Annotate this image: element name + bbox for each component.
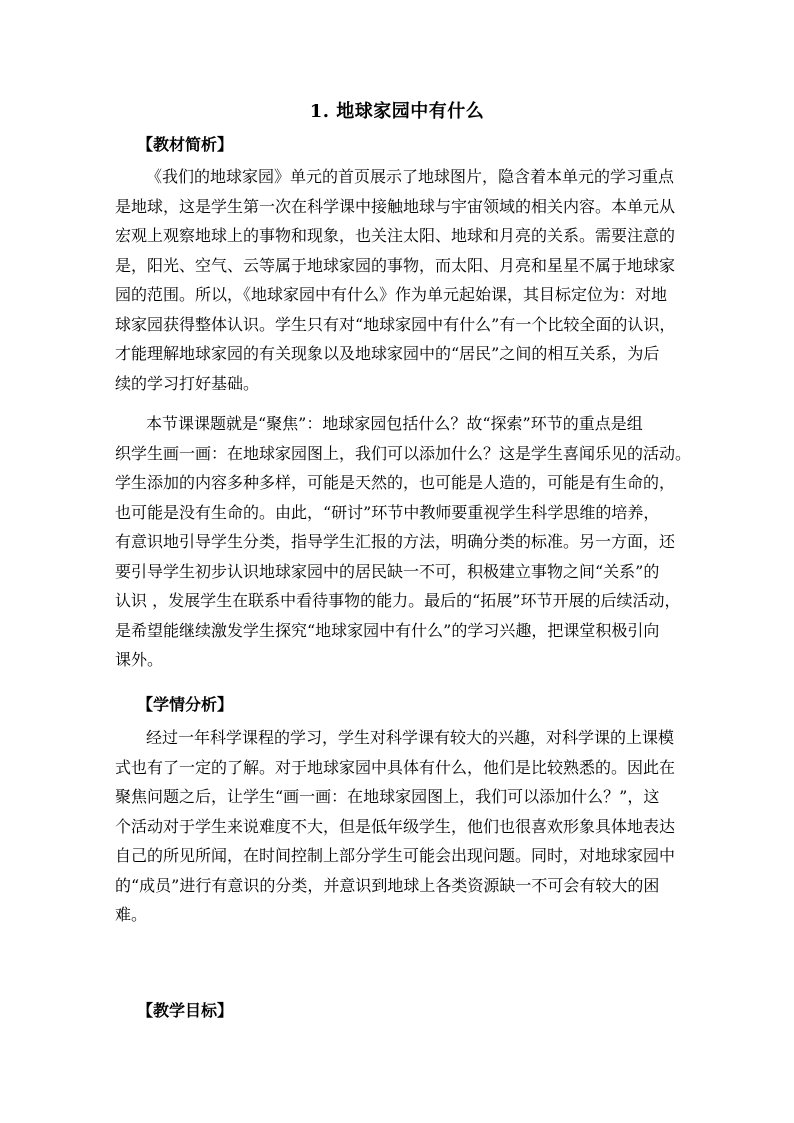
text-line: 的“成员”进行有意识的分类，并意识到地球上各类资源缺一不可会有较大的困 bbox=[115, 875, 660, 895]
text-line: 个活动对于学生来说难度不大，但是低年级学生，他们也很喜欢形象具体地表达 bbox=[115, 816, 676, 836]
text-line: 续的学习打好基础。 bbox=[115, 373, 260, 393]
paragraph bbox=[115, 723, 675, 930]
text-line: 也可能是没有生命的。由此，“研讨”环节中教师要重视学生科学思维的培养， bbox=[115, 502, 660, 522]
text-line: 园的范围。所以，《地球家园中有什么》作为单元起始课，其目标定位为：对地 bbox=[115, 285, 668, 304]
text-line: 式也有了一定的了解。对于地球家园中具体有什么，他们是比较熟悉的。因此在 bbox=[115, 757, 676, 777]
text-line: 有意识地引导学生分类，指导学生汇报的方法，明确分类的标准。另一方面，还 bbox=[115, 532, 676, 551]
text-line: 聚焦问题之后，让学生“画一画：在地球家园图上，我们可以添加什么？”，这 bbox=[115, 787, 660, 806]
text-line: 难。 bbox=[115, 905, 148, 924]
section-heading-textbook-analysis: 【教材简析】 bbox=[137, 135, 234, 154]
text-line: 是地球，这是学生第一次在科学课中接触地球与宇宙领域的相关内容。本单元从 bbox=[115, 196, 676, 216]
text-line: 织学生画一画：在地球家园图上，我们可以添加什么？这是学生喜闻乐见的活动。 bbox=[115, 443, 692, 463]
text-line: 经过一年科学课程的学习，学生对科学课有较大的兴趣，对科学课的上课模 bbox=[146, 728, 675, 747]
text-line: 《我们的地球家园》单元的首页展示了地球图片，隐含着本单元的学习重点 bbox=[146, 167, 675, 186]
text-line: 认识 ，发展学生在联系中看待事物的能力。最后的“拓展”环节开展的后续活动， bbox=[115, 591, 681, 610]
text-line: 宏观上观察地球上的事物和现象，也关注太阳、地球和月亮的关系。需要注意的 bbox=[115, 226, 676, 245]
paragraph bbox=[115, 409, 691, 675]
text-line: 本节课课题就是“聚焦”：地球家园包括什么？故“探索”环节的重点是组 bbox=[146, 414, 643, 433]
section-heading-learner-analysis: 【学情分析】 bbox=[137, 695, 234, 714]
text-line: 自己的所见所闻，在时间控制上部分学生可能会出现问题。同时，对地球家园中 bbox=[115, 846, 676, 865]
document-title: 1. 地球家园中有什么 bbox=[309, 101, 485, 122]
text-line: 学生添加的内容多种多样，可能是天然的，也可能是人造的，可能是有生命的， bbox=[115, 473, 676, 492]
text-line: 才能理解地球家园的有关现象以及地球家园中的“居民”之间的相互关系，为后 bbox=[115, 344, 660, 363]
paragraph bbox=[115, 162, 675, 398]
text-line: 是希望能继续激发学生探究“地球家园中有什么”的学习兴趣，把课堂积极引向 bbox=[115, 620, 660, 640]
text-line: 球家园获得整体认识。学生只有对“地球家园中有什么”有一个比较全面的认识， bbox=[115, 314, 676, 334]
text-line: 课外。 bbox=[115, 650, 164, 669]
section-heading-teaching-objectives: 【教学目标】 bbox=[137, 1001, 234, 1020]
text-line: 要引导学生初步认识地球家园中的居民缺一不可，积极建立事物之间“关系”的 bbox=[115, 561, 660, 581]
text-line: 是，阳光、空气、云等属于地球家园的事物，而太阳、月亮和星星不属于地球家 bbox=[115, 255, 676, 275]
